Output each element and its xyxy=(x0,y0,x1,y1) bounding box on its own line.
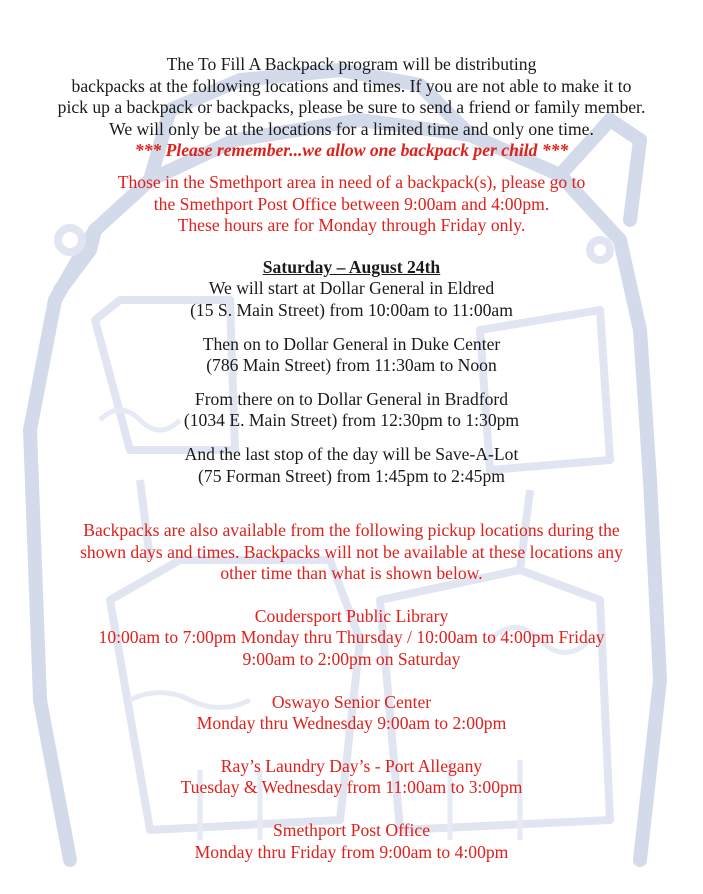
stop-line: Then on to Dollar General in Duke Center xyxy=(202,333,501,354)
intro-line: The To Fill A Backpack program will be distributing xyxy=(166,54,537,74)
intro-line: pick up a backpack or backpacks, please be sure to send a friend or family member. xyxy=(57,97,646,118)
stop-block xyxy=(0,334,703,377)
pickup-intro xyxy=(0,520,703,585)
reminder-line: *** Please remember...we allow one backpack per child *** xyxy=(134,140,569,161)
stop-line: From there on to Dollar General in Bradford xyxy=(194,388,509,409)
stop-line: (1034 E. Main Street) from 12:30pm to 1:30pm xyxy=(183,410,520,431)
location-hours: Monday thru Wednesday 9:00am to 2:00pm xyxy=(196,713,507,734)
location-block xyxy=(0,820,703,863)
location-block xyxy=(0,606,703,671)
stop-line: (15 S. Main Street) from 10:00am to 11:00am xyxy=(190,299,513,320)
smethport-notice xyxy=(0,172,703,237)
stop-line: And the last stop of the day will be Save-A-Lot xyxy=(184,443,519,464)
location-hours: Tuesday & Wednesday from 11:00am to 3:00pm xyxy=(180,777,523,798)
location-hours: 9:00am to 2:00pm on Saturday xyxy=(242,649,461,670)
stop-block xyxy=(0,278,703,321)
notice-line: These hours are for Monday through Friday only. xyxy=(177,215,526,236)
location-block xyxy=(0,692,703,735)
location-name: Smethport Post Office xyxy=(272,820,431,841)
location-block xyxy=(0,756,703,799)
notice-line: the Smethport Post Office between 9:00am and 4:00pm. xyxy=(153,193,550,214)
pickup-line: shown days and times. Backpacks will not be available at these locations any xyxy=(80,541,623,562)
pickup-line: other time than what is shown below. xyxy=(220,563,483,584)
intro-paragraph xyxy=(0,54,703,140)
pickup-line: Backpacks are also available from the following pickup locations during the xyxy=(83,520,620,541)
location-name: Ray’s Laundry Day’s - Port Allegany xyxy=(220,755,483,776)
location-name: Oswayo Senior Center xyxy=(271,691,432,712)
stop-line: (75 Forman Street) from 1:45pm to 2:45pm xyxy=(198,465,505,486)
stop-line: We will start at Dollar General in Eldred xyxy=(208,278,495,299)
stop-line: (786 Main Street) from 11:30am to Noon xyxy=(206,355,497,376)
intro-line: We will only be at the locations for a limited time and only one time. xyxy=(109,118,594,139)
intro-line: backpacks at the following locations and times. If you are not able to make it to xyxy=(71,75,632,96)
saturday-schedule xyxy=(0,257,703,487)
location-hours: Monday thru Friday from 9:00am to 4:00pm xyxy=(194,841,509,862)
saturday-heading: Saturday – August 24th xyxy=(262,256,441,277)
stop-block xyxy=(0,444,703,487)
notice-line: Those in the Smethport area in need of a backpack(s), please go to xyxy=(117,171,586,192)
location-hours: 10:00am to 7:00pm Monday thru Thursday / 10:00am to 4:00pm Friday xyxy=(98,627,605,648)
location-name: Coudersport Public Library xyxy=(254,605,449,626)
stop-block xyxy=(0,389,703,432)
